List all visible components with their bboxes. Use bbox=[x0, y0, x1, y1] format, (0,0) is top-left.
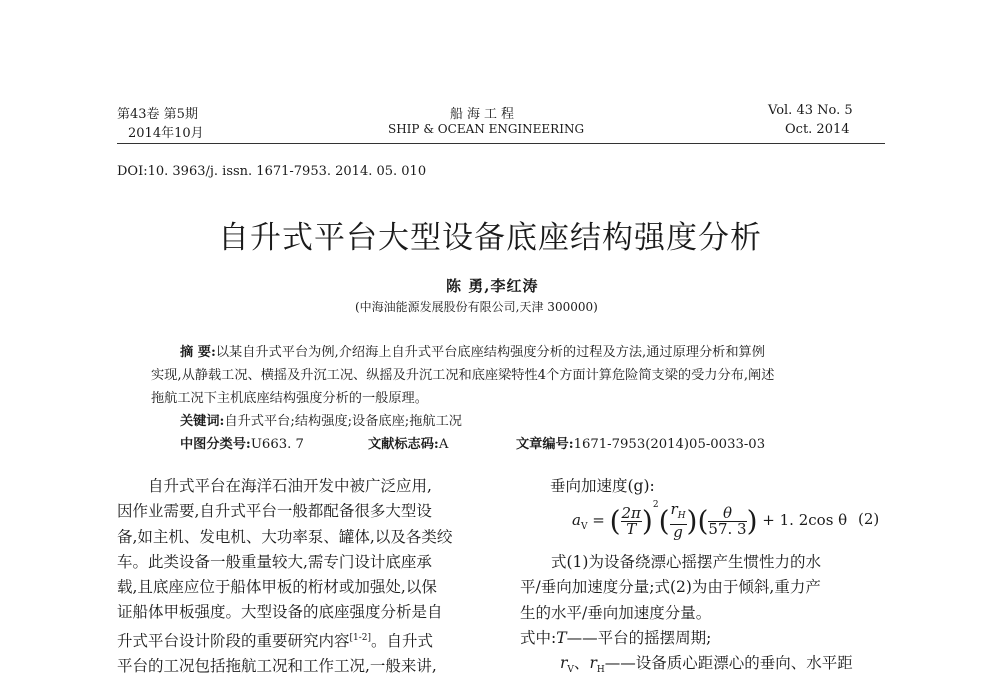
doc-code-value: A bbox=[438, 437, 449, 452]
article-number-label: 文章编号: bbox=[516, 437, 574, 452]
abstract-label: 摘 要: bbox=[180, 345, 216, 360]
where-line-r bbox=[520, 651, 892, 683]
volume-number: Vol. 43 No. 5 bbox=[768, 103, 853, 118]
article-number bbox=[516, 433, 765, 456]
where-separator: 、 bbox=[573, 654, 590, 673]
fraction-theta-over-57 bbox=[708, 503, 747, 538]
paren-open-2: ( bbox=[658, 504, 670, 538]
abstract-line-2: 实现,从静载工况、横摇及升沉工况、纵摇及升沉工况和底座梁特性4个方面计算危险简支梁的受力分布,阐述 bbox=[151, 368, 775, 383]
publication-date-en: Oct. 2014 bbox=[785, 122, 850, 137]
formula-tail: + 1. 2cos θ bbox=[757, 511, 848, 529]
right-para-line-2: 平/垂向加速度分量;式(2)为由于倾斜,重力产 bbox=[520, 578, 821, 597]
paper-title: 自升式平台大型设备底座结构强度分析 bbox=[218, 220, 762, 256]
journal-name-cn: 船海工程 bbox=[450, 107, 519, 122]
formula-2 bbox=[572, 500, 847, 540]
left-line-5: 载,且底座应位于船体甲板的桁材或加强处,以保 bbox=[117, 578, 437, 597]
doi: DOI:10. 3963/j. issn. 1671-7953. 2014. 05. 010 bbox=[117, 164, 427, 179]
fraction-2-denominator: g bbox=[673, 523, 683, 541]
formula-exponent: 2 bbox=[652, 500, 659, 510]
issue-number: 第43卷 第5期 bbox=[117, 107, 198, 122]
formula-lhs-sub: V bbox=[580, 522, 588, 532]
formula-number: (2) bbox=[858, 510, 880, 528]
left-line-4: 车。此类设备一般重量较大,需专门设计底座承 bbox=[117, 552, 432, 571]
left-line-8: 平台的工况包括拖航工况和工作工况,一般来讲, bbox=[117, 657, 437, 676]
fraction-1-numerator: 2π bbox=[621, 503, 641, 522]
right-para-line-1: 式(1)为设备绕漂心摇摆产生惯性力的水 bbox=[551, 553, 821, 571]
keywords bbox=[180, 410, 462, 433]
where-T-text: ——平台的摇摆周期; bbox=[566, 628, 712, 647]
where-r-text: ——设备质心距漂心的垂向、水平距 bbox=[604, 654, 853, 673]
paren-close-3: ) bbox=[746, 504, 758, 538]
clc-label: 中图分类号: bbox=[180, 437, 251, 452]
abstract-text-1: 以某自升式平台为例,介绍海上自升式平台底座结构强度分析的过程及方法,通过原理分析和算例 bbox=[215, 345, 765, 360]
clc-value: U663. 7 bbox=[250, 437, 304, 452]
where-rH-symbol: r bbox=[589, 654, 597, 673]
paren-open-1: ( bbox=[609, 504, 621, 538]
fraction-2pi-over-T bbox=[621, 503, 642, 538]
left-line-6: 证船体甲板强度。大型设备的底座强度分析是自 bbox=[117, 603, 443, 622]
vertical-acceleration-label: 垂向加速度(g): bbox=[550, 477, 655, 495]
where-line-T bbox=[520, 626, 892, 651]
doc-code-label: 文献标志码: bbox=[368, 437, 439, 452]
paren-close-1: ) bbox=[641, 504, 653, 538]
header-rule bbox=[117, 143, 885, 144]
left-line-7-text: 升式平台设计阶段的重要研究内容 bbox=[117, 631, 350, 650]
authors: 陈 勇,李红涛 bbox=[446, 277, 539, 295]
paren-open-3: ( bbox=[697, 504, 709, 538]
right-para-line-3: 生的水平/垂向加速度分量。 bbox=[520, 603, 712, 622]
fraction-2-numerator-sub: H bbox=[677, 511, 686, 521]
citation-ref: [1-2] bbox=[349, 632, 372, 643]
where-rV-symbol: r bbox=[560, 654, 568, 673]
left-line-1: 自升式平台在海洋石油开发中被广泛应用, bbox=[148, 477, 432, 495]
fraction-3-denominator: 57. 3 bbox=[708, 519, 747, 538]
formula-lhs: a bbox=[572, 511, 581, 529]
paren-close-2: ) bbox=[686, 504, 698, 538]
fraction-2-numerator bbox=[670, 502, 687, 525]
fraction-2-numerator-var: r bbox=[670, 500, 678, 518]
right-column-text bbox=[520, 550, 892, 684]
journal-name-en: SHIP & OCEAN ENGINEERING bbox=[388, 122, 585, 136]
affiliation: (中海油能源发展股份有限公司,天津 300000) bbox=[355, 300, 598, 314]
fraction-1-denominator: T bbox=[626, 519, 637, 538]
doc-code bbox=[368, 433, 448, 456]
clc-number bbox=[180, 433, 304, 456]
left-line-7-tail: 。自升式 bbox=[371, 631, 434, 650]
abstract-line-3: 拖航工况下主机底座结构强度分析的一般原理。 bbox=[151, 391, 428, 406]
fraction-3-numerator: θ bbox=[708, 506, 746, 522]
abstract-line-1 bbox=[180, 341, 765, 364]
publication-date-cn: 2014年10月 bbox=[128, 126, 204, 141]
where-rV-sub: V bbox=[567, 665, 574, 676]
left-column bbox=[117, 474, 489, 680]
left-line-7 bbox=[117, 626, 489, 654]
where-rH-sub: H bbox=[596, 665, 605, 676]
where-label: 式中: bbox=[520, 628, 557, 647]
keywords-text: 自升式平台;结构强度;设备底座;拖航工况 bbox=[224, 414, 462, 429]
keywords-label: 关键词: bbox=[180, 414, 225, 429]
left-line-3: 备,如主机、发电机、大功率泵、罐体,以及各类绞 bbox=[117, 527, 453, 546]
formula-equals: = bbox=[587, 511, 610, 529]
left-line-2: 因作业需要,自升式平台一般都配备很多大型设 bbox=[117, 502, 432, 521]
article-number-value: 1671-7953(2014)05-0033-03 bbox=[573, 437, 766, 452]
where-T-symbol: T bbox=[556, 628, 567, 647]
fraction-r-over-g bbox=[670, 502, 687, 540]
